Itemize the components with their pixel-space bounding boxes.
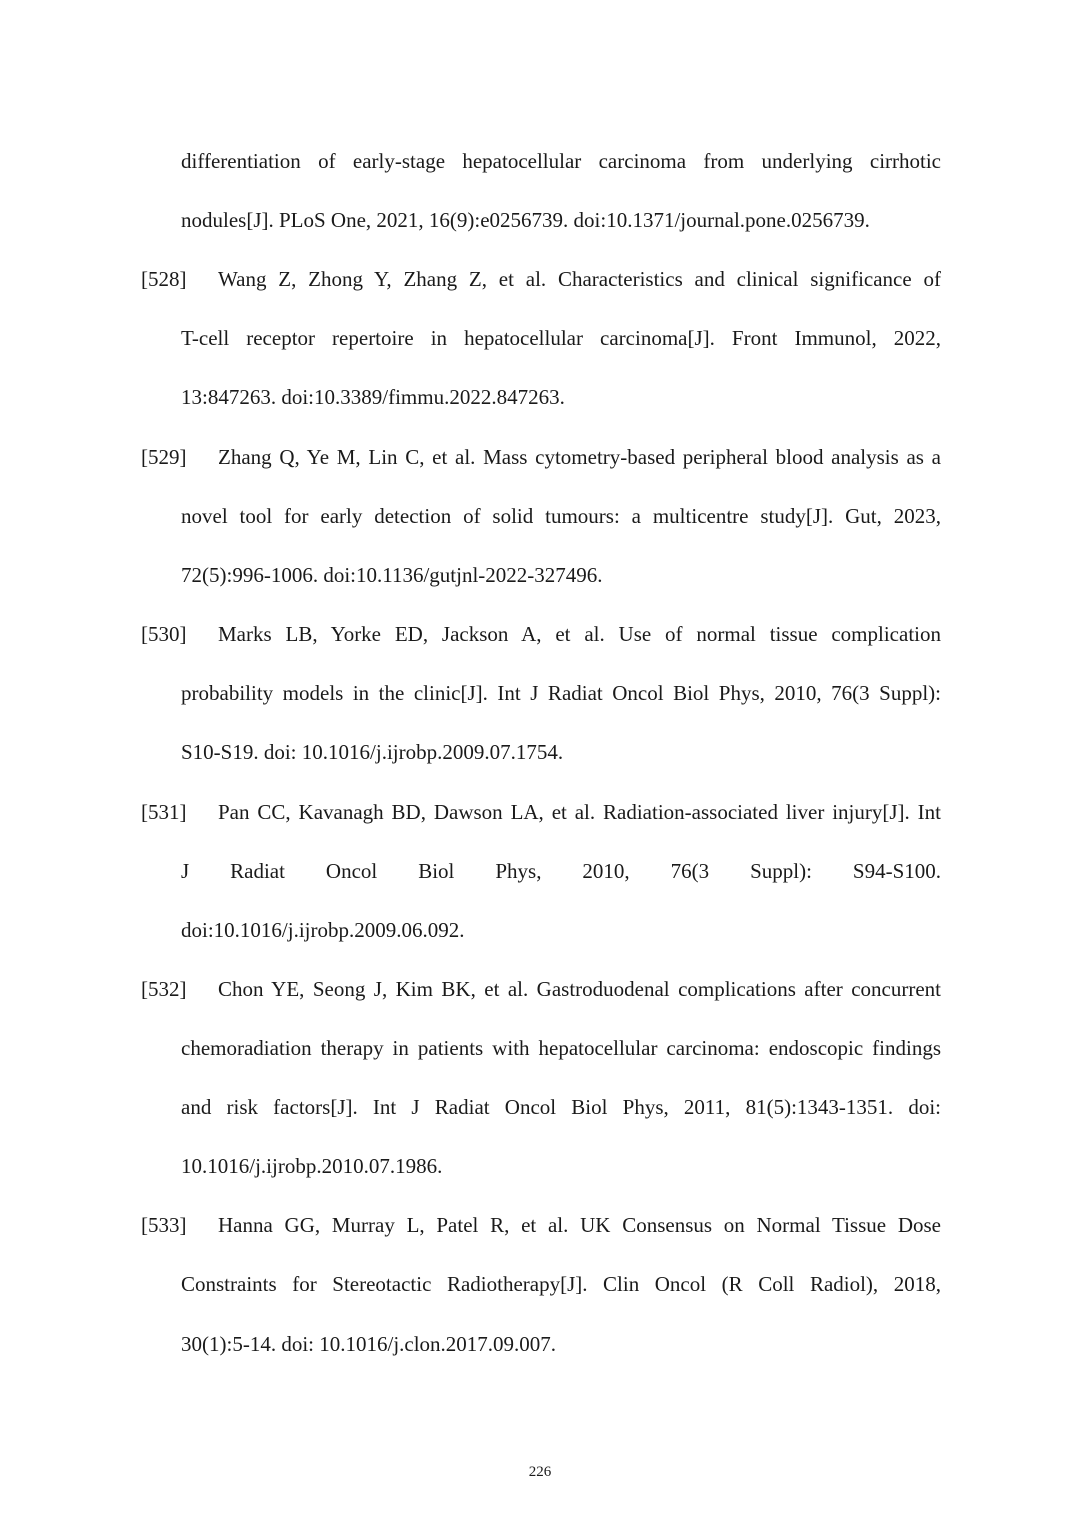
reference-line: Constraints for Stereotactic Radiotherapy[J]. Clin Oncol (R Coll Radiol), 2018, — [181, 1272, 941, 1296]
reference-line: Wang Z, Zhong Y, Zhang Z, et al. Characteristics and clinical significance of — [218, 267, 941, 291]
reference-line: J Radiat Oncol Biol Phys, 2010, 76(3 Suppl): S94-S100. — [181, 859, 941, 883]
reference-number: [533] — [141, 1213, 187, 1237]
reference-line: 72(5):996-1006. doi:10.1136/gutjnl-2022-327496. — [181, 563, 603, 587]
reference-number: [529] — [141, 445, 187, 469]
reference-line: 10.1016/j.ijrobp.2010.07.1986. — [181, 1154, 443, 1178]
reference-line: Marks LB, Yorke ED, Jackson A, et al. Use of normal tissue complication — [218, 622, 941, 646]
reference-line: and risk factors[J]. Int J Radiat Oncol Biol Phys, 2011, 81(5):1343-1351. doi: — [181, 1095, 941, 1119]
reference-line: S10-S19. doi: 10.1016/j.ijrobp.2009.07.1754. — [181, 740, 564, 764]
reference-line: chemoradiation therapy in patients with hepatocellular carcinoma: endoscopic findings — [181, 1036, 941, 1060]
reference-line: Hanna GG, Murray L, Patel R, et al. UK Consensus on Normal Tissue Dose — [218, 1213, 941, 1237]
page-number: 226 — [528, 1464, 552, 1480]
reference-line: differentiation of early-stage hepatocellular carcinoma from underlying cirrhotic — [181, 149, 941, 173]
reference-line: probability models in the clinic[J]. Int J Radiat Oncol Biol Phys, 2010, 76(3 Suppl): — [181, 681, 941, 705]
reference-number: [528] — [141, 267, 187, 291]
reference-line: 13:847263. doi:10.3389/fimmu.2022.847263. — [181, 385, 565, 409]
reference-line: doi:10.1016/j.ijrobp.2009.06.092. — [181, 918, 465, 942]
reference-line: nodules[J]. PLoS One, 2021, 16(9):e0256739. doi:10.1371/journal.pone.0256739. — [181, 208, 870, 232]
reference-line: novel tool for early detection of solid tumours: a multicentre study[J]. Gut, 2023, — [181, 504, 941, 528]
reference-line: Zhang Q, Ye M, Lin C, et al. Mass cytometry-based peripheral blood analysis as a — [218, 445, 941, 469]
reference-number: [531] — [141, 800, 187, 824]
reference-line: 30(1):5-14. doi: 10.1016/j.clon.2017.09.007. — [181, 1332, 557, 1356]
reference-line: Pan CC, Kavanagh BD, Dawson LA, et al. Radiation-associated liver injury[J]. Int — [218, 800, 941, 824]
reference-line: Chon YE, Seong J, Kim BK, et al. Gastroduodenal complications after concurrent — [218, 977, 941, 1001]
reference-number: [532] — [141, 977, 187, 1001]
reference-number: [530] — [141, 622, 187, 646]
reference-line: T-cell receptor repertoire in hepatocellular carcinoma[J]. Front Immunol, 2022, — [181, 326, 941, 350]
